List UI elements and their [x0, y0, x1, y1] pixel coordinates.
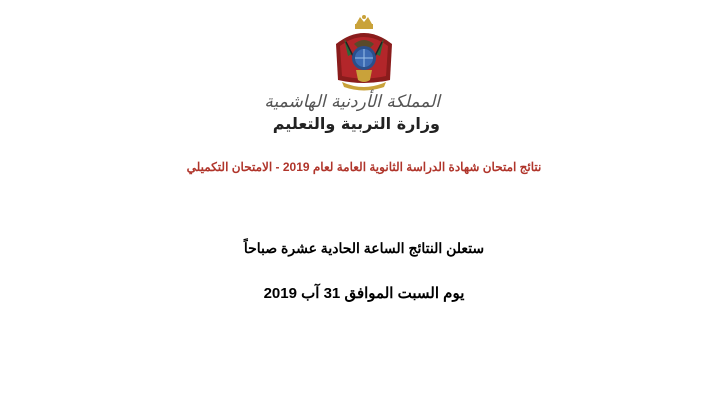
announcement-date: يوم السبت الموافق 31 آب 2019 [263, 285, 465, 302]
royal-emblem-icon [330, 14, 398, 92]
announcement-text: ستعلن النتائج الساعة الحادية عشرة صباحاً [243, 240, 485, 256]
ministry-name: وزارة التربية والتعليم [272, 114, 440, 133]
results-headline: نتائج امتحان شهادة الدراسة الثانوية العامة لعام 2019 - الامتحان التكميلي [186, 160, 542, 174]
kingdom-name: المملكة الأردنية الهاشمية [264, 92, 440, 112]
